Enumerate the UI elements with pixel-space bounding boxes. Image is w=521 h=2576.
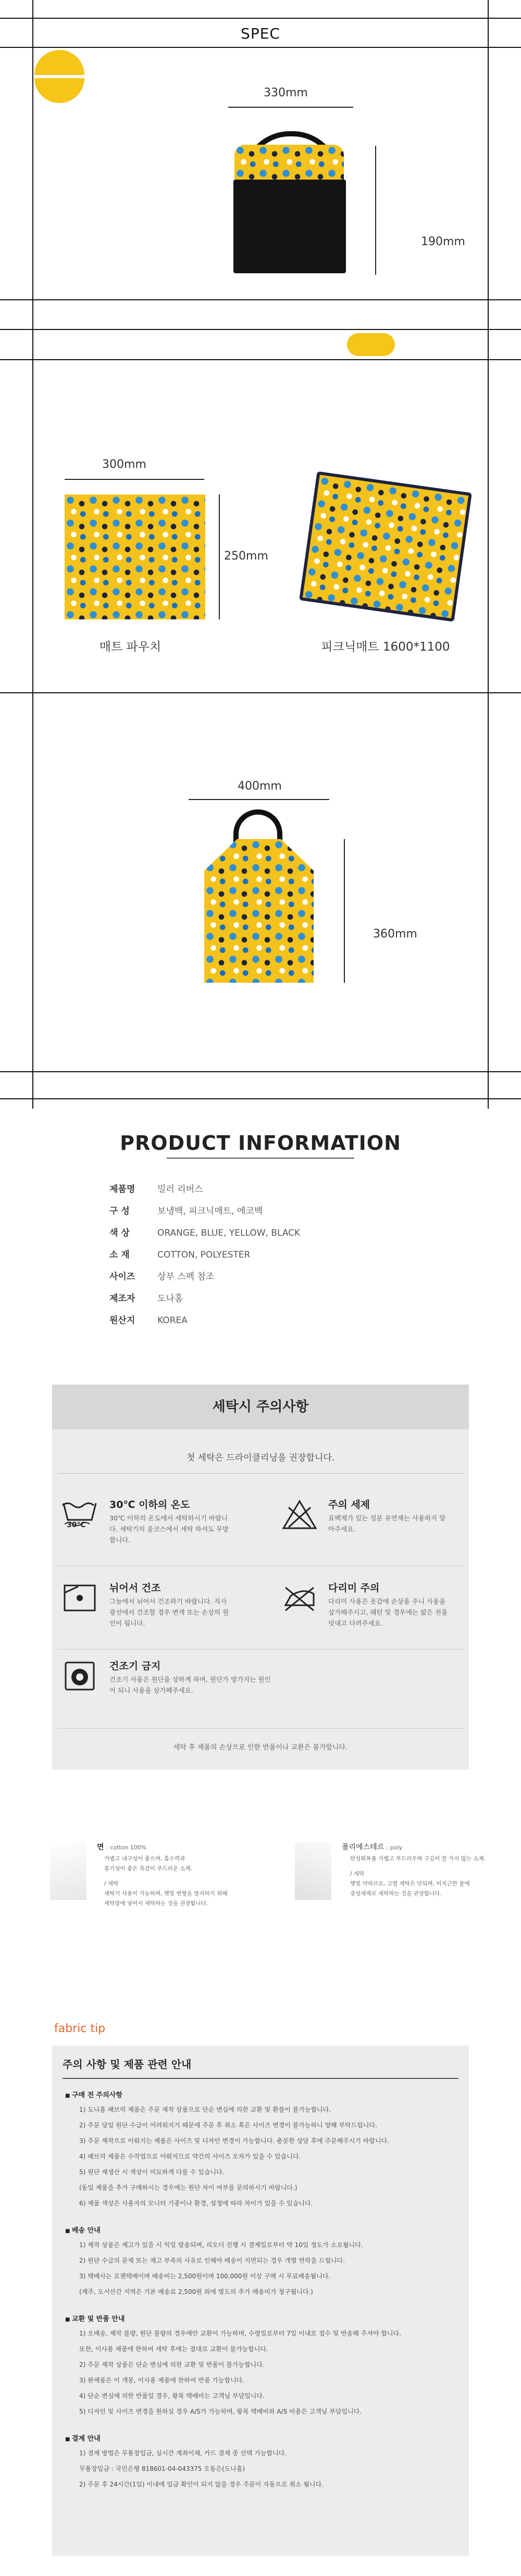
tip-line: 3) 완제품은 이 개봉, 이사용 제품에 한하여 반품 가능합니다. <box>79 2377 245 2384</box>
info-row: 구 성 보냉백, 피크닉매트, 에코백 <box>109 1206 263 1216</box>
eco-width-label: 400mm <box>238 780 282 793</box>
care-divider <box>57 1728 464 1729</box>
poly-fabric-swatch <box>295 1843 331 1900</box>
tip-title: 주의 사항 및 제품 관련 안내 <box>63 2058 192 2071</box>
tip-line: 2) 주문 후 24시간(1일) 이내에 입금 확인이 되지 않을 경우 주문이 자동으로 취소 됩니다. <box>79 2481 324 2488</box>
tip-line: 1) 결제 방법은 무통장입금, 실시간 계좌이체, 카드 결제 중 선택 가능합니다. <box>79 2450 287 2457</box>
frame-line-4 <box>0 692 521 693</box>
cotton-title: 면 : cotton 100% <box>97 1843 147 1851</box>
tip-line: 6) 제품 색상은 사용자의 모니터 기종이나 환경, 설정에 따라 차이가 있을 수 있습니다. <box>79 2200 313 2207</box>
tip-line: 3) 택배사는 로젠택배이며 배송비는 2,500원이며 100,000원 이상 구매 시 무료배송됩니다. <box>79 2273 331 2280</box>
pouch-caption: 매트 파우치 <box>99 640 162 654</box>
pouch-height-arrow <box>219 494 220 619</box>
tip-section-title: ■ 구매 전 주의사항 <box>65 2089 122 2099</box>
care-intro: 첫 세탁은 드라이클리닝을 권장합니다. <box>186 1453 335 1463</box>
tip-line: 4) 단순 변심에 의한 반품일 경우, 왕복 택배비는 고객님 부담입니다. <box>79 2392 265 2400</box>
tip-line: 2) 주문 제작 상품은 단순 변심에 의한 교환 및 반품이 불가능합니다. <box>79 2361 265 2368</box>
yellow-dots-decoration <box>347 333 395 356</box>
frame-line-1 <box>0 299 521 300</box>
tip-section-title: ■ 결제 안내 <box>65 2433 101 2443</box>
tip-line: 3) 주문 제작으로 이뤄지는 제품은 사이즈 및 디자인 변경이 가능합니다. 충분한 상담 후에 주문해주시기 바랍니다. <box>79 2137 389 2144</box>
care-item-title: 건조기 금지 <box>109 1660 161 1672</box>
poly-title: 폴리에스테르 : poly <box>342 1843 403 1851</box>
frame-line-2 <box>0 329 521 330</box>
product-info-title: PRODUCT INFORMATION <box>120 1132 401 1154</box>
pouch-height-label: 250mm <box>224 550 268 563</box>
care-item-title: 뉘어서 건조 <box>109 1582 161 1594</box>
cotton-desc: 가볍고 내구성이 좋으며, 흡수력과 통기성이 좋은 촉감이 부드러운 소재. / 세탁 세탁기 사용이 가능하며, 햇빛 변형을 방지하기 위해 세탁망에 넣어서 세탁하는 것을 권장합니다. <box>104 1856 228 1907</box>
tip-line: 2) 원단 수급의 문제 또는 제고 부족의 사유로 인해야 배송이 지연되는 경우 개별 연락을 드립니다. <box>79 2257 345 2264</box>
poly-desc: 탄성회복률 가볍고 부드러우며 구김이 잘 가지 않는 소재. / 세탁 햇빛 약하므로, 고열 세탁은 안되며, 미지근한 물에 중성세제로 세탁하는 것을 권장합니다. <box>350 1856 486 1897</box>
frame-line-5 <box>0 1071 521 1072</box>
tip-line: 5) 원단 재생산 시 색상이 미묘하게 다를 수 있습니다. <box>79 2168 225 2176</box>
frame-line-top <box>0 18 521 19</box>
frame-line-right <box>488 0 489 1109</box>
care-item-text: 표백제가 있는 성분 유연제는 사용하지 말아주세요. <box>328 1514 446 1533</box>
info-row: 색 상 ORANGE, BLUE, YELLOW, BLACK <box>109 1228 301 1238</box>
info-row: 사이즈 상부 스펙 참조 <box>109 1272 215 1282</box>
tip-line: 1) 제작 상품은 제고가 있을 시 익일 발송되며, 리오더 진행 시 결제일로부터 약 10일 정도가 소요됩니다. <box>79 2241 363 2249</box>
care-title: 세탁시 주의사항 <box>52 1385 469 1429</box>
info-row: 원산지 KOREA <box>109 1315 188 1326</box>
fabric-tip-label: fabric tip <box>54 2022 106 2035</box>
bag-height-label: 190mm <box>421 235 465 248</box>
picnic-mat-image <box>299 471 472 621</box>
pouch-width-label: 300mm <box>102 458 146 471</box>
spec-title: SPEC <box>241 25 280 42</box>
bag-height-arrow <box>375 146 376 275</box>
care-item-text: 다리미 사용은 옷감에 손상을 주니 사용을 삼가해주시고, 패턴 및 경우에는 얇은 천을 덧대고 다려주세요. <box>328 1597 448 1627</box>
no-dryer-icon <box>61 1660 98 1692</box>
care-footer: 세탁 후 제품의 손상으로 인한 반품이나 교환은 불가합니다. <box>173 1744 348 1752</box>
eco-bag-image <box>204 839 314 983</box>
tip-line: 또한, 이사용 제품에 한하여 세탁 후에는 절대로 교환이 불가능합니다. <box>79 2345 268 2353</box>
tip-line: 2) 주문 당일 원단 수급이 어려워지기 때문에 주문 후 취소 혹은 사이즈 변경이 불가능하니 양해 부탁드립니다. <box>79 2122 377 2129</box>
info-row: 제조자 도나홈 <box>109 1293 183 1304</box>
tip-line: 1) 오배송, 제작 불량, 원단 불량의 경우에만 교환이 가능하며, 수령일로부터 7일 이내로 접수 및 반송해 주셔야 합니다. <box>79 2330 401 2337</box>
frame-line-3 <box>0 359 521 360</box>
frame-line-left <box>32 0 33 1109</box>
yellow-semicircle-top <box>34 50 84 75</box>
tip-line: 5) 디자인 및 사이즈 변경을 원하실 경우 A/S가 가능하며, 왕복 택배비와 A/S 비용은 고객님 부담입니다. <box>79 2408 362 2415</box>
yellow-semicircle-bottom <box>34 78 84 103</box>
care-panel <box>52 1385 469 1770</box>
care-item-title: 30℃ 이하의 온도 <box>109 1499 190 1511</box>
eco-height-label: 360mm <box>373 928 417 941</box>
eco-height-arrow <box>344 839 345 983</box>
pouch-image <box>65 494 205 619</box>
pouch-width-arrow <box>65 479 204 480</box>
frame-line-6 <box>0 1098 521 1099</box>
info-title-underline <box>167 1158 354 1159</box>
cotton-fabric-swatch <box>50 1843 86 1900</box>
care-item-text: 30℃ 이하의 온도에서 세탁하시기 바랍니다. 세탁기의 울코스에서 세탁 하셔도 무방합니다. <box>109 1514 229 1544</box>
tip-section-title: ■ 교환 및 반품 안내 <box>65 2313 125 2323</box>
frame-line-under-title <box>0 47 521 48</box>
bag-image <box>233 180 346 273</box>
no-bleach-icon <box>281 1499 318 1530</box>
eco-width-arrow <box>189 799 329 800</box>
tip-line: 1) 도나홈 패브릭 제품은 주문 제작 상품으로 단순 변심에 의한 교환 및 환불이 불가능합니다. <box>79 2106 331 2113</box>
tip-line: (제주, 도서산간 지역은 기본 배송료 2,500원 외에 별도의 추가 배송비가 청구됩니다.) <box>79 2288 313 2295</box>
care-item-title: 다리미 주의 <box>328 1582 380 1594</box>
tip-line: 무통장입금 : 국민은행 818601-04-043375 오동은(도나홈) <box>79 2465 245 2472</box>
tip-title-underline <box>63 2078 458 2079</box>
tip-line: (동일 제품을 추가 구매하시는 경우에는 원단 차이 여부를 문의하시기 바랍니다.) <box>79 2184 297 2191</box>
care-divider <box>57 1473 464 1474</box>
tip-section-title: ■ 배송 안내 <box>65 2225 101 2235</box>
info-row: 소 재 COTTON, POLYESTER <box>109 1250 251 1260</box>
bag-drawstring-top <box>234 145 344 183</box>
info-row: 제품명 밀러 리버스 <box>109 1184 203 1195</box>
care-item-text: 그늘에서 뉘어서 건조하기 바랍니다. 직사광선에서 건조할 경우 변색 또는 손상의 원인이 됩니다. <box>109 1597 229 1627</box>
bag-width-label: 330mm <box>264 86 308 99</box>
dry-flat-icon <box>61 1582 98 1614</box>
care-item-text: 건조기 사용은 원단을 상하게 하며, 원단가 망가지는 원인이 되니 사용을 삼가해주세요. <box>109 1676 271 1694</box>
care-item-title: 주의 세제 <box>328 1499 370 1511</box>
mat-caption: 피크닉매트 1600*1100 <box>321 640 450 654</box>
bag-width-arrow <box>228 107 353 108</box>
wash-temp-badge: 30℃ <box>67 1521 86 1529</box>
tip-line: 4) 패브릭 제품은 수작업으로 이뤄지므로 약간의 사이즈 오차가 있을 수 있습니다. <box>79 2153 301 2160</box>
no-iron-icon <box>281 1582 318 1614</box>
